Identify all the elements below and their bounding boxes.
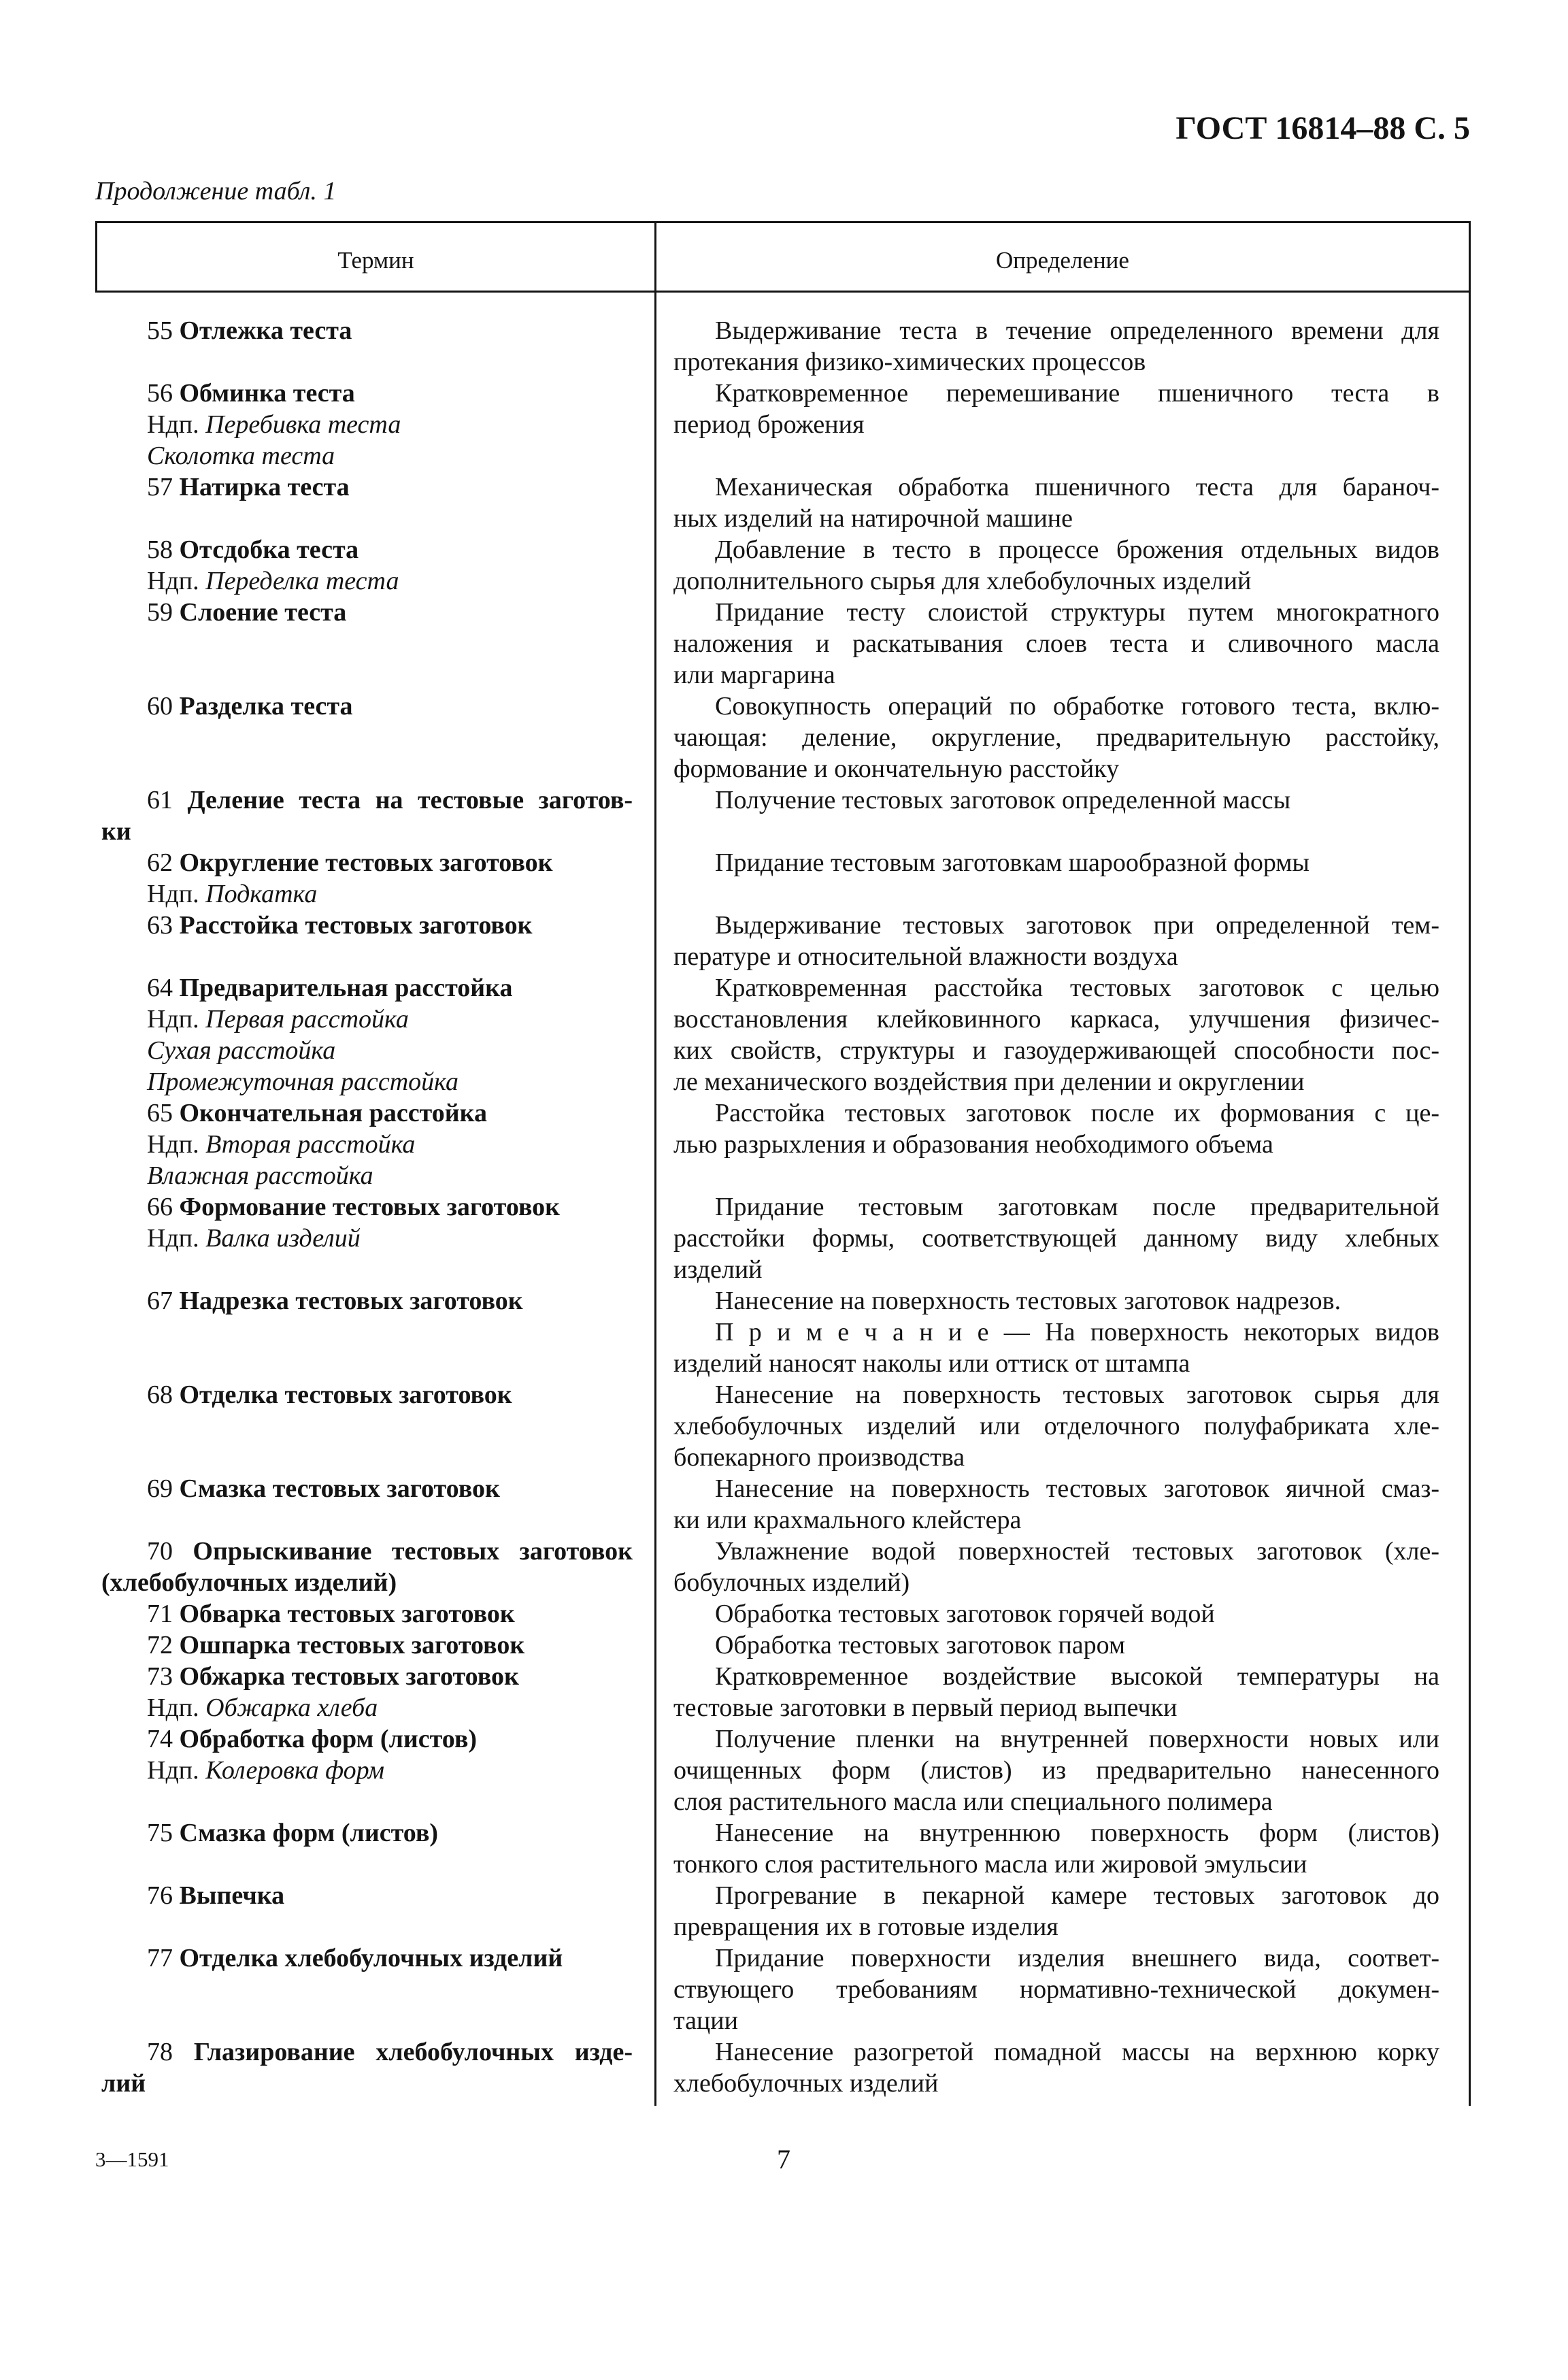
term-number: 55 <box>147 316 173 345</box>
table-body <box>0 315 1568 2111</box>
nonstandard-term: Валка изделий <box>205 1224 361 1253</box>
definition-line: период брожения <box>673 410 865 439</box>
term-name: Обварка тестовых заготовок <box>179 1600 515 1628</box>
term-number: 56 <box>147 379 173 408</box>
definition-line: формование и окончательную расстойку <box>673 755 1120 783</box>
term-continuation: (хлебобулочных изделий) <box>101 1568 397 1597</box>
definition-line: расстойки формы, соответствующей данному виду хлебных <box>673 1224 1439 1253</box>
term-line <box>147 1536 633 1567</box>
term-number: 75 <box>147 1819 173 1847</box>
nonstandard-label: Ндп. <box>147 1224 199 1253</box>
definition-line: Кратковременное воздействие высокой температуры на <box>715 1662 1439 1691</box>
term-number: 71 <box>147 1600 173 1628</box>
table-top-border <box>95 221 1471 223</box>
definition-line: Выдерживание теста в течение определенного времени для <box>715 316 1439 345</box>
term-number: 68 <box>147 1381 173 1409</box>
definition-line: ле механического воздействия при делении и округлении <box>673 1068 1305 1096</box>
definition-line: ствующего требованиям нормативно-технической докумен- <box>673 1975 1439 2004</box>
definition-line: Обработка тестовых заготовок горячей водой <box>715 1600 1215 1628</box>
term-line <box>147 1598 633 1630</box>
term-number: 73 <box>147 1662 173 1691</box>
definition-line: Прогревание в пекарной камере тестовых заготовок до <box>715 1881 1439 1910</box>
term-number: 62 <box>147 848 173 877</box>
term-line <box>147 1817 633 1849</box>
definition-line: пературе и относительной влажности воздуха <box>673 942 1178 971</box>
nonstandard-term: Подкатка <box>205 880 318 908</box>
term-name: Натирка теста <box>179 473 350 501</box>
term-number: 58 <box>147 535 173 564</box>
definition-line: тации <box>673 2006 738 2035</box>
term-number: 76 <box>147 1881 173 1910</box>
nonstandard-term-line <box>147 1129 633 1160</box>
term-line <box>147 972 633 1004</box>
definition-line: Кратковременная расстойка тестовых заготовок с целью <box>715 974 1439 1002</box>
nonstandard-label: Ндп. <box>147 1005 199 1034</box>
term-name: Отсдобка теста <box>179 535 359 564</box>
definition-line: Нанесение на поверхность тестовых заготовок надрезов. <box>715 1287 1341 1315</box>
nonstandard-term-line <box>147 1755 633 1786</box>
term-name: Формование тестовых заготовок <box>179 1193 561 1221</box>
term-number: 59 <box>147 598 173 627</box>
nonstandard-term: Первая расстойка <box>205 1005 409 1034</box>
definition-line: Механическая обработка пшеничного теста для бараноч- <box>715 473 1439 501</box>
document-header: ГОСТ 16814–88 С. 5 <box>1175 110 1470 146</box>
definition-line: Придание поверхности изделия внешнего вида, соответ- <box>715 1944 1439 1972</box>
table-header-border <box>95 291 1471 293</box>
definition-line: Придание тестовым заготовкам шарообразной формы <box>715 848 1310 877</box>
definition-line: наложения и раскатывания слоев теста и сливочного масла <box>673 629 1439 658</box>
term-name: Округление тестовых заготовок <box>179 848 553 877</box>
term-name: Отлежка теста <box>179 316 352 345</box>
term-name: Отделка тестовых заготовок <box>179 1381 512 1409</box>
term-name: Предварительная расстойка <box>179 974 513 1002</box>
definition-line: ки или крахмального клейстера <box>673 1506 1022 1534</box>
definition-line: бопекарного производства <box>673 1443 965 1472</box>
definition-line: Нанесение разогретой помадной массы на верхнюю корку <box>715 2038 1439 2066</box>
term-name: Обминка теста <box>179 379 355 408</box>
definition-line: Нанесение на внутреннюю поверхность форм (листов) <box>715 1819 1439 1847</box>
term-line <box>147 910 633 941</box>
nonstandard-term: Вторая расстойка <box>205 1130 416 1159</box>
term-line <box>147 1723 633 1755</box>
definition-line: Совокупность операций по обработке готового теста, вклю- <box>715 692 1439 721</box>
print-code: 3—1591 <box>95 2147 169 2171</box>
term-line <box>147 1943 633 1974</box>
column-header-term: Термин <box>337 247 414 274</box>
nonstandard-term: Перебивка теста <box>205 410 401 439</box>
nonstandard-term: Промежуточная расстойка <box>147 1068 458 1096</box>
nonstandard-term: Обжарка хлеба <box>205 1693 378 1722</box>
term-name: Надрезка тестовых заготовок <box>179 1287 523 1315</box>
term-line <box>147 784 633 816</box>
definition-line: очищенных форм (листов) из предварительно нанесенного <box>673 1756 1439 1785</box>
definition-line: изделий <box>673 1255 763 1284</box>
nonstandard-label: Ндп. <box>147 880 199 908</box>
term-number: 61 <box>147 786 173 814</box>
nonstandard-label: Ндп. <box>147 1756 199 1785</box>
term-name: Глазирование хлебобулочных изде- <box>193 2038 633 2066</box>
definition-line: ких свойств, структуры и газоудерживающей способности пос- <box>673 1036 1439 1065</box>
nonstandard-term-line <box>147 565 633 597</box>
definition-line: изделий наносят наколы или оттиск от штампа <box>673 1349 1190 1378</box>
term-line <box>147 315 633 346</box>
definition-line: Обработка тестовых заготовок паром <box>715 1631 1125 1659</box>
nonstandard-term: Колеровка форм <box>205 1756 385 1785</box>
term-number: 72 <box>147 1631 173 1659</box>
definition-line: хлебобулочных изделий или отделочного полуфабриката хле- <box>673 1412 1439 1440</box>
term-number: 69 <box>147 1474 173 1503</box>
term-line <box>147 472 633 503</box>
definition-line: Увлажнение водой поверхностей тестовых заготовок (хле- <box>715 1537 1439 1566</box>
definition-line: Нанесение на поверхность тестовых заготовок сырья для <box>715 1381 1439 1409</box>
term-line <box>147 378 633 409</box>
page-number: 7 <box>777 2144 790 2175</box>
term-name: Опрыскивание тестовых заготовок <box>193 1537 633 1566</box>
definition-line: Выдерживание тестовых заготовок при определенной тем- <box>715 911 1439 940</box>
definition-line: чающая: деление, округление, предварительную расстойку, <box>673 723 1439 752</box>
definition-line: слоя растительного масла или специального полимера <box>673 1787 1273 1816</box>
term-name: Выпечка <box>179 1881 285 1910</box>
term-number: 65 <box>147 1099 173 1127</box>
nonstandard-term-line <box>147 878 633 910</box>
definition-line: дополнительного сырья для хлебобулочных изделий <box>673 567 1252 595</box>
nonstandard-term: Переделка теста <box>205 567 399 595</box>
definition-line: протекания физико-химических процессов <box>673 348 1146 376</box>
definition-line: ных изделий на натирочной машине <box>673 504 1073 533</box>
term-number: 60 <box>147 692 173 721</box>
term-name: Слоение теста <box>179 598 347 627</box>
definition-line: тестовые заготовки в первый период выпечки <box>673 1693 1178 1722</box>
definition-line: Нанесение на поверхность тестовых заготовок яичной смаз- <box>715 1474 1439 1503</box>
term-name: Расстойка тестовых заготовок <box>179 911 533 940</box>
term-number: 64 <box>147 974 173 1002</box>
definition-line: Получение пленки на внутренней поверхности новых или <box>715 1725 1439 1753</box>
term-number: 63 <box>147 911 173 940</box>
term-line <box>147 1285 633 1317</box>
nonstandard-label: Ндп. <box>147 410 199 439</box>
definition-line: Расстойка тестовых заготовок после их формования с це- <box>715 1099 1439 1127</box>
term-number: 67 <box>147 1287 173 1315</box>
definition-line: Добавление в тесто в процессе брожения отдельных видов <box>715 535 1439 564</box>
term-number: 57 <box>147 473 173 501</box>
column-header-definition: Определение <box>996 247 1129 274</box>
term-line <box>147 1097 633 1129</box>
definition-line: тонкого слоя растительного масла или жировой эмульсии <box>673 1850 1307 1879</box>
term-number: 77 <box>147 1944 173 1972</box>
term-number: 78 <box>147 2038 173 2066</box>
term-number: 74 <box>147 1725 173 1753</box>
term-name: Разделка теста <box>179 692 353 721</box>
definition-line: восстановления клейковинного каркаса, улучшения физичес- <box>673 1005 1439 1034</box>
definition-line: П р и м е ч а н и е — На поверхность некоторых видов <box>715 1318 1439 1346</box>
term-name: Обжарка тестовых заготовок <box>179 1662 519 1691</box>
term-line <box>147 847 633 878</box>
term-name: Смазка форм (листов) <box>179 1819 439 1847</box>
table-continuation-caption: Продолжение табл. 1 <box>95 177 337 205</box>
definition-line: или маргарина <box>673 661 835 689</box>
term-line <box>147 1880 633 1911</box>
nonstandard-term: Сухая расстойка <box>147 1036 336 1065</box>
definition-line: превращения их в готовые изделия <box>673 1913 1058 1941</box>
term-name: Ошпарка тестовых заготовок <box>179 1631 525 1659</box>
definition-line: Придание тесту слоистой структуры путем многократного <box>715 598 1439 627</box>
term-continuation: ки <box>101 817 131 846</box>
term-name: Окончательная расстойка <box>179 1099 487 1127</box>
term-line <box>147 691 633 722</box>
term-line <box>147 1661 633 1692</box>
nonstandard-label: Ндп. <box>147 567 199 595</box>
term-name: Смазка тестовых заготовок <box>179 1474 500 1503</box>
term-line <box>147 597 633 628</box>
nonstandard-label: Ндп. <box>147 1130 199 1159</box>
term-line <box>147 1630 633 1661</box>
term-line <box>147 1379 633 1410</box>
nonstandard-term-line <box>147 1004 633 1035</box>
term-line <box>147 2036 633 2068</box>
nonstandard-term-line <box>147 1223 633 1254</box>
term-line <box>147 1473 633 1504</box>
nonstandard-label: Ндп. <box>147 1693 199 1722</box>
nonstandard-term: Влажная расстойка <box>147 1161 373 1190</box>
term-number: 66 <box>147 1193 173 1221</box>
nonstandard-term-line <box>147 1692 633 1723</box>
definition-line: бобулочных изделий) <box>673 1568 910 1597</box>
definition-line: Получение тестовых заготовок определенной массы <box>715 786 1291 814</box>
term-name: Отделка хлебобулочных изделий <box>179 1944 563 1972</box>
nonstandard-term-line <box>147 409 633 440</box>
definition-line: Кратковременное перемешивание пшеничного теста в <box>715 379 1439 408</box>
definition-line: Придание тестовым заготовкам после предварительной <box>715 1193 1439 1221</box>
term-name: Обработка форм (листов) <box>179 1725 478 1753</box>
term-number: 70 <box>147 1537 173 1566</box>
term-line <box>147 1191 633 1223</box>
definition-line: лью разрыхления и образования необходимого объема <box>673 1130 1273 1159</box>
term-continuation: лий <box>101 2069 146 2098</box>
term-name: Деление теста на тестовые заготов- <box>187 786 633 814</box>
term-line <box>147 534 633 565</box>
nonstandard-term: Сколотка теста <box>147 442 335 470</box>
definition-line: хлебобулочных изделий <box>673 2069 939 2098</box>
